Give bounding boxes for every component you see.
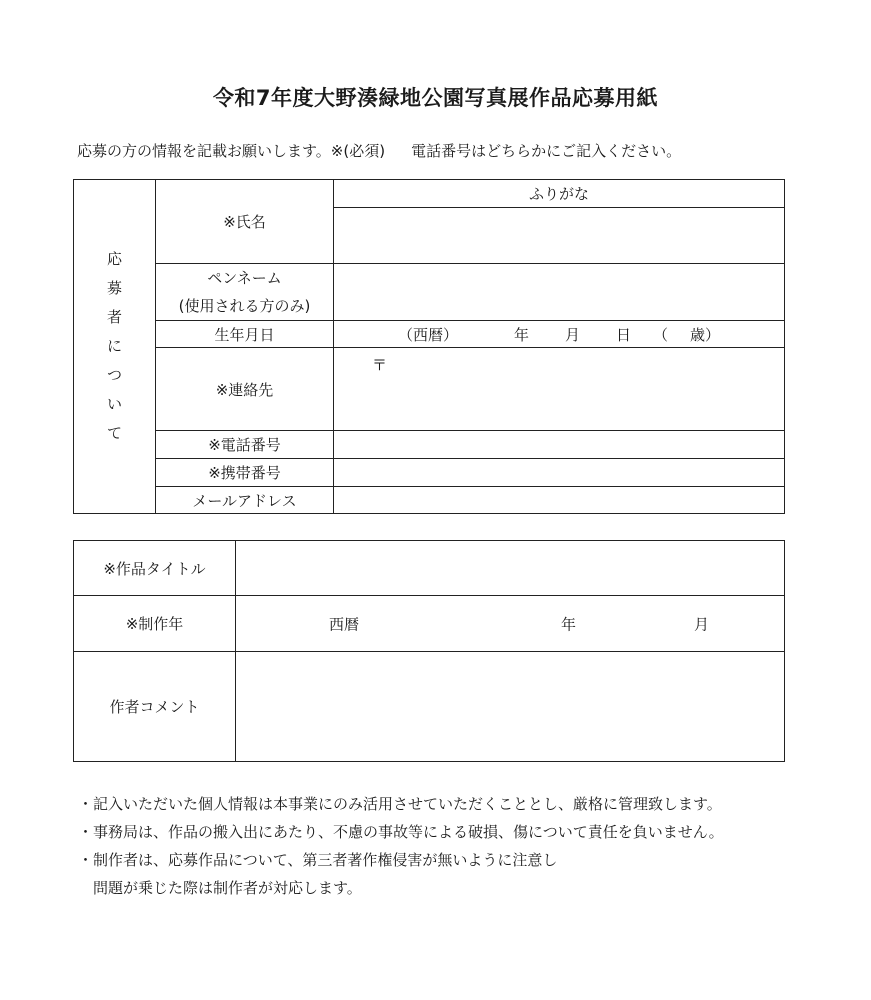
artwork-year-era: 西暦 bbox=[329, 615, 360, 633]
side-char: て bbox=[106, 424, 122, 442]
artwork-table bbox=[73, 540, 785, 762]
side-char: 者 bbox=[106, 308, 122, 326]
phone-label: ※電話番号 bbox=[156, 431, 334, 459]
note-item-continuation: 問題が乗じた際は制作者が対応します。 bbox=[93, 879, 362, 897]
birthdate-field[interactable] bbox=[334, 321, 785, 348]
birthdate-era: （西暦） bbox=[397, 325, 458, 344]
artwork-year-field[interactable] bbox=[236, 596, 785, 652]
birthdate-age-open: （ bbox=[653, 325, 669, 344]
postal-mark: 〒 bbox=[372, 356, 388, 374]
birthdate-label: 生年月日 bbox=[156, 321, 334, 348]
penname-label-line1: ペンネーム bbox=[207, 269, 282, 287]
mobile-label: ※携帯番号 bbox=[156, 459, 334, 487]
artwork-year-unit: 年 bbox=[561, 615, 577, 633]
contact-label: ※連絡先 bbox=[156, 348, 334, 431]
penname-label-line2: (使用される方のみ) bbox=[178, 297, 311, 315]
birthdate-age-unit: 歳） bbox=[690, 325, 721, 344]
birthdate-year-unit: 年 bbox=[513, 325, 529, 344]
form-title: 令和7年度大野湊緑地公園写真展作品応募用紙 bbox=[212, 86, 659, 110]
email-label: メールアドレス bbox=[156, 487, 334, 514]
applicant-table bbox=[73, 179, 785, 514]
side-char: つ bbox=[106, 366, 122, 384]
birthdate-day-unit: 日 bbox=[616, 325, 632, 344]
phone-field[interactable] bbox=[334, 431, 785, 459]
artist-comment-field[interactable] bbox=[236, 652, 785, 762]
note-item: ・事務局は、作品の搬入出にあたり、不慮の事故等による破損、傷について責任を負いません。 bbox=[78, 823, 724, 841]
intro-phone-note: 電話番号はどちらかにご記入ください。 bbox=[411, 142, 682, 160]
furigana-label: ふりがな bbox=[528, 185, 589, 203]
applicant-section-label bbox=[74, 180, 156, 514]
furigana-field[interactable] bbox=[334, 180, 785, 208]
birthdate-month-unit: 月 bbox=[564, 325, 580, 344]
artwork-title-label: ※作品タイトル bbox=[74, 541, 236, 596]
mobile-field[interactable] bbox=[334, 459, 785, 487]
intro-required-note: 応募の方の情報を記載お願いします。※(必須) bbox=[77, 142, 386, 160]
email-field[interactable] bbox=[334, 487, 785, 514]
side-char: に bbox=[106, 337, 122, 355]
artwork-month-unit: 月 bbox=[694, 615, 710, 633]
artist-comment-label: 作者コメント bbox=[74, 652, 236, 762]
note-item: ・記入いただいた個人情報は本事業にのみ活用させていただくこととし、厳格に管理致します。 bbox=[78, 795, 722, 813]
intro-text bbox=[77, 140, 681, 161]
side-char: 応 bbox=[106, 250, 122, 268]
side-char: 募 bbox=[106, 279, 122, 297]
artwork-title-field[interactable] bbox=[236, 541, 785, 596]
contact-field[interactable] bbox=[334, 348, 785, 431]
penname-field[interactable] bbox=[334, 264, 785, 321]
side-char: い bbox=[106, 395, 122, 413]
artwork-year-label: ※制作年 bbox=[74, 596, 236, 652]
name-label: ※氏名 bbox=[156, 180, 334, 264]
note-item: ・制作者は、応募作品について、第三者著作権侵害が無いように注意し bbox=[78, 851, 558, 869]
penname-label bbox=[156, 264, 334, 321]
notes bbox=[78, 790, 724, 902]
name-field[interactable] bbox=[334, 208, 785, 264]
